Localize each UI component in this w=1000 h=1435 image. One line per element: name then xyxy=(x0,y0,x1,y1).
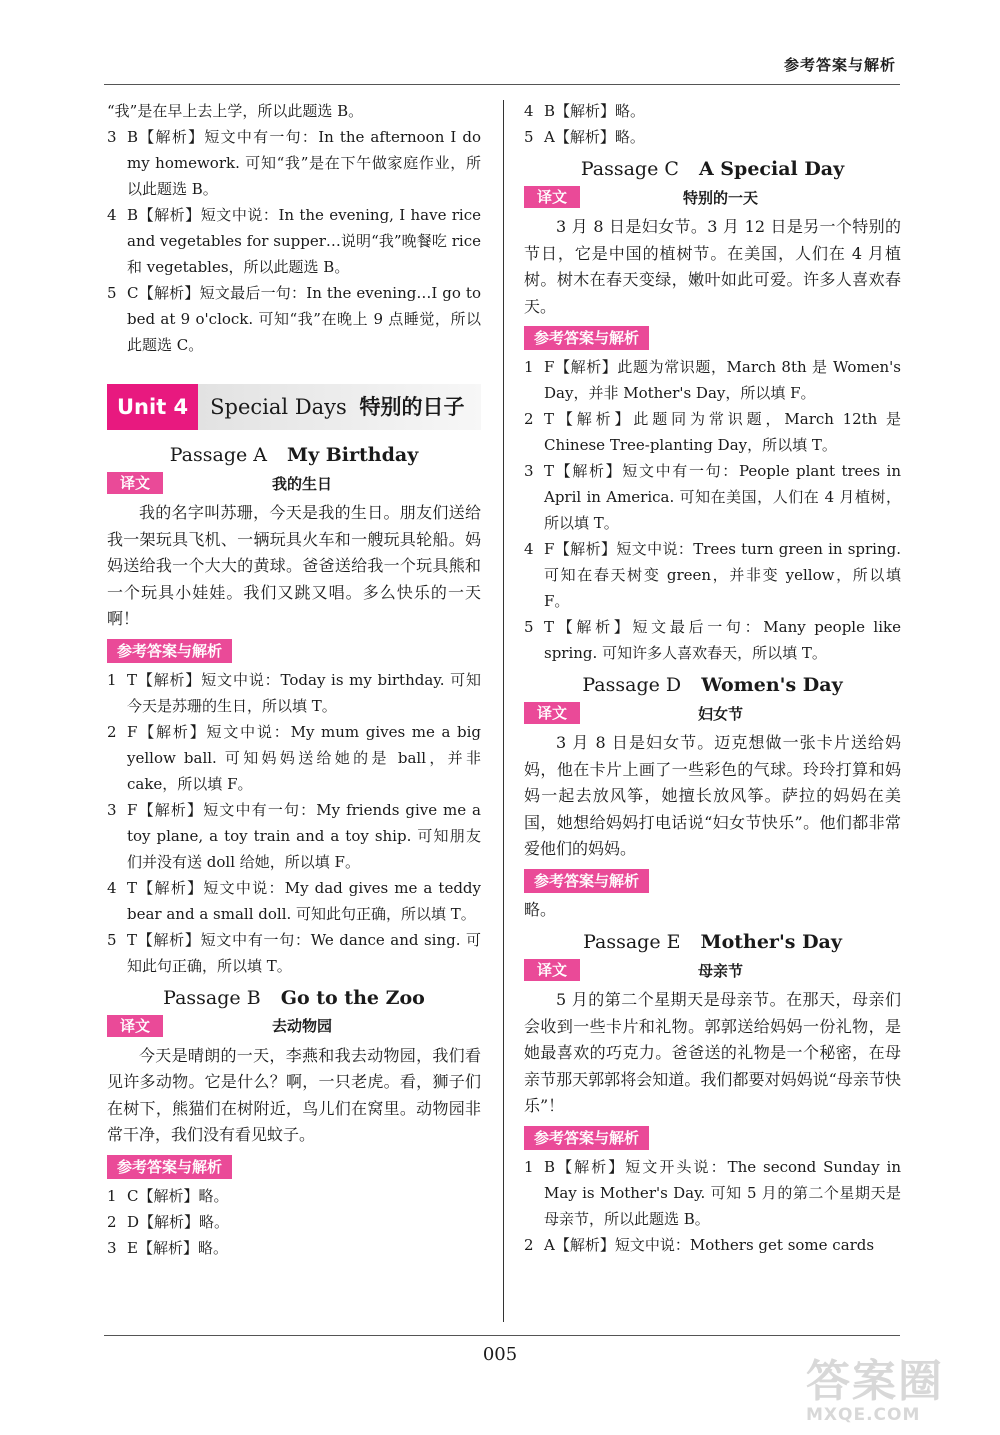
watermark-url: MXQE.COM xyxy=(806,1405,921,1425)
answer-badge: 参考答案与解析 xyxy=(524,1126,649,1150)
item-text: F【解析】短文中有一句：My friends give me a toy plane, a toy train and a toy ship. 可知朋友们并没有送 doll 给她，所以填 F。 xyxy=(127,800,481,871)
translation-title: 去动物园 xyxy=(271,1017,332,1035)
answer-item xyxy=(107,875,481,927)
item-text: T【解析】短文中有一句：We dance and sing. 可知此句正确，所以填 T。 xyxy=(127,930,481,975)
column-divider xyxy=(503,100,504,1322)
item-number: 4 xyxy=(107,206,117,224)
translation-badge: 译文 xyxy=(107,472,163,494)
item-text: F【解析】短文中说：Trees turn green in spring. 可知在春天树变 green，并非变 yellow，所以填 F。 xyxy=(544,540,901,610)
answer-item xyxy=(524,614,901,666)
passage-heading: Go to the Zoo xyxy=(280,986,425,1009)
unit-title xyxy=(198,384,481,430)
answer-item xyxy=(107,927,481,979)
item-number: 1 xyxy=(107,670,117,689)
passage-heading: Mother's Day xyxy=(700,931,842,953)
item-text: A【解析】短文中说：Mothers get some cards xyxy=(544,1235,875,1254)
continued-line: “我”是在早上去上学，所以此题选 B。 xyxy=(107,102,364,120)
translation-badge: 译文 xyxy=(524,702,580,724)
item-number: 3 xyxy=(107,128,117,146)
answer-item xyxy=(524,536,901,614)
item-text: T【解析】短文中说：Today is my birthday. 可知今天是苏珊的生日，所以填 T。 xyxy=(127,670,481,715)
translation-text: 5 月的第二个星期天是母亲节。在那天，母亲们会收到一些卡片和礼物。郭郭送给妈妈一份礼物，是她最喜欢的巧克力。爸爸送的礼物是一个秘密，在母亲节那天郭郭将会知道。我们都要对妈妈说“母亲节快乐”！ xyxy=(524,990,901,1115)
item-text: T【解析】短文中有一句：People plant trees in April in America. 可知在美国，人们在 4 月植树，所以填 T。 xyxy=(544,462,901,532)
item-number: 1 xyxy=(524,358,534,376)
answer-item xyxy=(107,797,481,875)
translation-header xyxy=(524,702,901,724)
answer-item xyxy=(524,406,901,458)
translation-text: 我的名字叫苏珊，今天是我的生日。朋友们送给我一架玩具飞机、一辆玩具火车和一艘玩具轮船。妈妈送给我一个大大的黄球。爸爸送给我一个玩具熊和一个玩具小娃娃。我们又跳又唱。多么快乐的一天啊！ xyxy=(107,503,481,628)
passage-name: Passage A xyxy=(169,444,267,466)
item-number: 4 xyxy=(524,540,534,558)
item-number: 2 xyxy=(107,722,117,741)
unit-badge: Unit 4 xyxy=(107,384,198,430)
item-number: 5 xyxy=(524,618,534,636)
passage-name: Passage C xyxy=(580,158,679,180)
translation-title: 妇女节 xyxy=(697,704,743,723)
answer-item xyxy=(107,1183,481,1209)
item-number: 3 xyxy=(107,1238,117,1257)
unit-title-zh: 特别的日子 xyxy=(359,394,465,419)
item-text: B【解析】短文中说：In the evening, I have rice and vegetables for supper…说明“我”晚餐吃 rice 和 vegetables，所以此题选 B。 xyxy=(127,206,481,276)
translation-badge: 译文 xyxy=(524,186,580,208)
answer-item xyxy=(107,124,481,202)
answer-text: 略。 xyxy=(524,899,557,919)
item-text: A【解析】略。 xyxy=(544,128,645,146)
translation-title: 我的生日 xyxy=(271,474,332,493)
passage-name: Passage B xyxy=(163,986,261,1009)
left-column xyxy=(107,98,481,1261)
translation-text: 3 月 8 日是妇女节。3 月 12 日是另一个特别的节日，它是中国的植树节。在美国，人们在 4 月植树。树木在春天变绿，嫩叶如此可爱。许多人喜欢春天。 xyxy=(524,217,901,316)
passage-title xyxy=(524,931,901,953)
item-number: 3 xyxy=(107,800,117,819)
item-text: D【解析】略。 xyxy=(127,1212,230,1231)
answer-badge: 参考答案与解析 xyxy=(524,326,649,350)
item-text: F【解析】短文中说：My mum gives me a big yellow ball. 可知妈妈送给她的是 ball，并非 cake，所以填 F。 xyxy=(127,722,481,793)
answer-badge: 参考答案与解析 xyxy=(107,639,232,663)
translation-header xyxy=(524,186,901,208)
translation-text: 今天是晴朗的一天，李燕和我去动物园，我们看见许多动物。它是什么？啊，一只老虎。看，狮子们在树下，熊猫们在树附近，鸟儿们在窝里。动物园非常干净，我们没有看见蚊子。 xyxy=(107,1045,481,1144)
answer-item xyxy=(524,124,901,150)
unit-title-en: Special Days xyxy=(210,395,347,419)
translation-badge: 译文 xyxy=(524,959,580,981)
answer-item xyxy=(107,202,481,280)
right-column xyxy=(524,98,901,1258)
item-text: B【解析】短文中有一句：In the afternoon I do my homework. 可知“我”是在下午做家庭作业，所以此题选 B。 xyxy=(127,128,481,198)
translation-header xyxy=(107,1015,481,1037)
item-text: T【解析】短文中说：My dad gives me a teddy bear and a small doll. 可知此句正确，所以填 T。 xyxy=(127,878,481,923)
item-number: 4 xyxy=(107,878,117,897)
item-text: T【解析】此题同为常识题，March 12th 是 Chinese Tree-planting Day，所以填 T。 xyxy=(544,410,901,454)
passage-title xyxy=(107,987,481,1009)
watermark-text: 答案圈 xyxy=(806,1356,944,1407)
item-number: 2 xyxy=(524,1235,534,1254)
answer-item xyxy=(107,280,481,358)
passage-name: Passage D xyxy=(582,674,682,696)
passage-heading: Women's Day xyxy=(701,674,843,696)
passage-heading: A Special Day xyxy=(698,158,845,180)
item-text: B【解析】略。 xyxy=(544,102,646,120)
answer-item xyxy=(524,98,901,124)
answer-item xyxy=(524,458,901,536)
answer-item xyxy=(107,667,481,719)
translation-title: 母亲节 xyxy=(697,961,743,980)
item-number: 1 xyxy=(107,1186,117,1205)
item-text: T【解析】短文最后一句：Many people like spring. 可知许多人喜欢春天，所以填 T。 xyxy=(544,618,901,662)
answer-item xyxy=(107,1209,481,1235)
answer-badge: 参考答案与解析 xyxy=(107,1155,232,1179)
translation-header xyxy=(524,959,901,981)
translation-badge: 译文 xyxy=(107,1015,163,1037)
passage-title xyxy=(524,158,901,180)
answer-item xyxy=(107,719,481,797)
item-text: C【解析】略。 xyxy=(127,1186,229,1205)
item-number: 5 xyxy=(524,128,534,146)
unit-header xyxy=(107,384,481,430)
passage-title xyxy=(524,674,901,696)
item-number: 5 xyxy=(107,284,117,302)
item-text: F【解析】此题为常识题，March 8th 是 Women's Day，并非 Mother's Day，所以填 F。 xyxy=(544,358,901,402)
passage-title xyxy=(107,444,481,466)
item-text: E【解析】略。 xyxy=(127,1238,228,1257)
answer-item xyxy=(107,1235,481,1261)
passage-name: Passage E xyxy=(583,931,681,953)
translation-header xyxy=(107,472,481,494)
answer-item xyxy=(524,354,901,406)
item-number: 1 xyxy=(524,1157,534,1176)
item-text: C【解析】短文最后一句：In the evening…I go to bed at 9 o'clock. 可知“我”在晚上 9 点睡觉，所以此题选 C。 xyxy=(127,284,481,354)
item-number: 5 xyxy=(107,930,117,949)
footer-rule xyxy=(104,1335,900,1336)
translation-text: 3 月 8 日是妇女节。迈克想做一张卡片送给妈妈，他在卡片上画了一些彩色的气球。玲玲打算和妈妈一起去放风筝，她擅长放风筝。萨拉的妈妈在美国，她想给妈妈打电话说“妇女节快乐”。他们都非常爱他们的妈妈。 xyxy=(524,733,901,858)
watermark-logo xyxy=(806,1356,986,1432)
header-title: 参考答案与解析 xyxy=(783,56,896,74)
answer-item xyxy=(524,1232,901,1258)
passage-heading: My Birthday xyxy=(287,444,419,466)
answer-item xyxy=(524,1154,901,1232)
answer-badge: 参考答案与解析 xyxy=(524,869,649,893)
item-number: 4 xyxy=(524,102,534,120)
header-rule xyxy=(104,84,900,85)
item-text: B【解析】短文开头说：The second Sunday in May is Mother's Day. 可知 5 月的第二个星期天是母亲节，所以此题选 B。 xyxy=(544,1157,901,1228)
item-number: 2 xyxy=(107,1212,117,1231)
translation-title: 特别的一天 xyxy=(682,188,758,207)
page-number: 005 xyxy=(482,1344,518,1365)
item-number: 3 xyxy=(524,462,534,480)
item-number: 2 xyxy=(524,410,534,428)
